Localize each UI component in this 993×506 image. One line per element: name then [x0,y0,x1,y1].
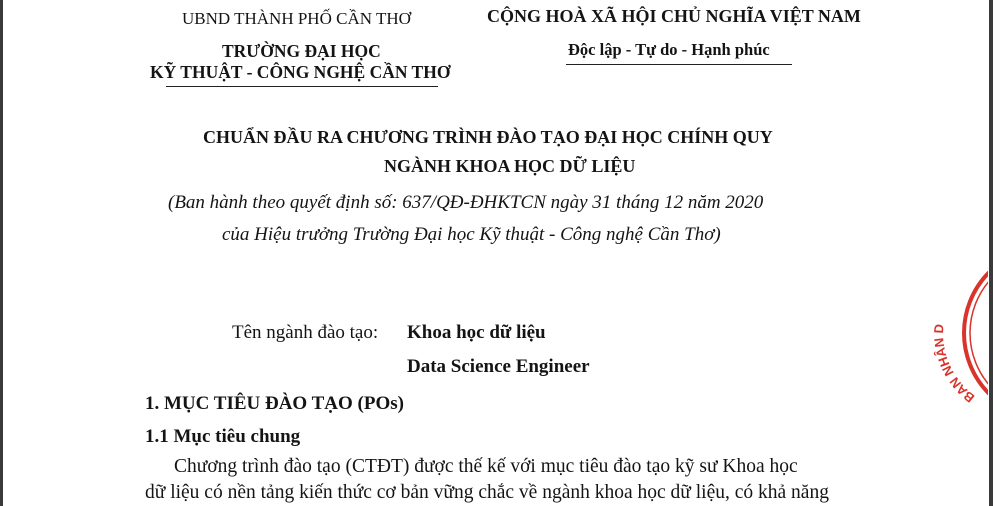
decree-reference-line2: của Hiệu trưởng Trường Đại học Kỹ thuật - Công nghệ Cần Thơ) [222,224,721,245]
official-seal-fragment [930,258,988,408]
page-frame-left [0,0,3,506]
nation-name: CỘNG HOÀ XÃ HỘI CHỦ NGHĨA VIỆT NAM [487,6,861,26]
motto-underline [566,64,792,65]
section-heading: 1. MỤC TIÊU ĐÀO TẠO (POs) [145,393,404,414]
subsection-heading: 1.1 Mục tiêu chung [145,426,301,447]
decree-reference-line1: (Ban hành theo quyết định số: 637/QĐ-ĐHKTCN ngày 31 tháng 12 năm 2020 [168,192,764,213]
authority-name: UBND THÀNH PHỐ CẦN THƠ [182,9,411,28]
page-frame-right [989,0,993,506]
paragraph-line2: dữ liệu có nền tảng kiến thức cơ bản vững chắc về ngành khoa học dữ liệu, có khả năng [145,482,829,503]
program-name-vi: Khoa học dữ liệu [407,322,546,343]
program-label: Tên ngành đào tạo: [232,322,379,343]
program-name-en: Data Science Engineer [407,356,590,377]
school-name-line1: TRƯỜNG ĐẠI HỌC [222,41,381,61]
document-title: CHUẨN ĐẦU RA CHƯƠNG TRÌNH ĐÀO TẠO ĐẠI HỌC CHÍNH QUY [203,127,773,147]
paragraph-line1: Chương trình đào tạo (CTĐT) được thế kế với mục tiêu đào tạo kỹ sư Khoa học [174,456,798,477]
seal-text: BAN NHÂN D [930,323,978,406]
national-motto: Độc lập - Tự do - Hạnh phúc [568,40,770,59]
school-name-line2: KỸ THUẬT - CÔNG NGHỆ CẦN THƠ [150,62,451,82]
school-name-underline [166,86,438,87]
document-subtitle: NGÀNH KHOA HỌC DỮ LIỆU [384,156,636,176]
